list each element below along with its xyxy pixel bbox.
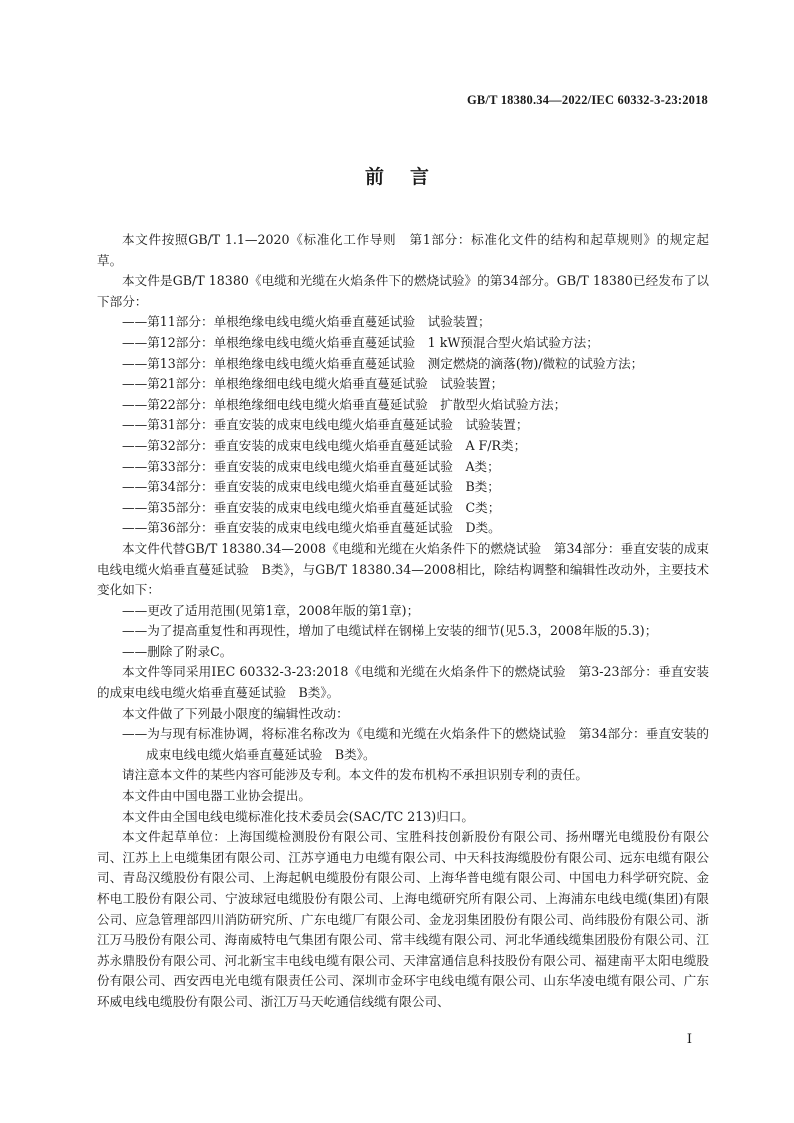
page-title: 前言 [364, 166, 455, 188]
paragraph-editorial: 本文件做了下列最小限度的编辑性改动： [122, 705, 349, 721]
paragraph-equivalence: 本文件等同采用IEC 60332-3-23:2018《电缆和光缆在火焰条件下的燃烧试验 第3-23部分：垂直安装的成束电线电缆火焰垂直蔓延试验 B类》。 [97, 664, 709, 701]
paragraph-proposer: 本文件由中国电器工业协会提出。 [122, 788, 311, 804]
list-item: ——第31部分：垂直安装的成束电线电缆火焰垂直蔓延试验 试验装置； [122, 417, 529, 433]
paragraph-replacement: 本文件代替GB/T 18380.34—2008《电缆和光缆在火焰条件下的燃烧试验 第34部分：垂直安装的成束电线电缆火焰垂直蔓延试验 B类》，与GB/T 18380.34—2008相比，除结构调整和编辑性改动外，主要技术变化如下： [97, 540, 709, 598]
list-item: ——第13部分：单根绝缘电线电缆火焰垂直蔓延试验 测定燃烧的滴落(物)/微粒的试验方法； [122, 355, 644, 371]
document-header: GB/T 18380.34—2022/IEC 60332-3-23:2018 [466, 93, 708, 107]
list-item: ——第21部分：单根绝缘细电线电缆火焰垂直蔓延试验 试验装置； [122, 376, 504, 392]
list-item: ——为与现有标准协调，将标准名称改为《电缆和光缆在火焰条件下的燃烧试验 第34部分：垂直安装的成束电线电缆火焰垂直蔓延试验 B类》。 [122, 726, 709, 762]
list-item: ——第35部分：垂直安装的成束电线电缆火焰垂直蔓延试验 C类； [122, 499, 501, 515]
list-item: ——删除了附录C。 [122, 643, 233, 659]
changes-list [97, 601, 709, 663]
paragraph-series-info: 本文件是GB/T 18380《电缆和光缆在火焰条件下的燃烧试验》的第34部分。GB/T 18380已经发布了以下部分： [97, 273, 709, 309]
page-number: I [686, 1032, 692, 1047]
list-item: ——第11部分：单根绝缘电线电缆火焰垂直蔓延试验 试验装置； [122, 314, 491, 330]
list-item: ——第12部分：单根绝缘电线电缆火焰垂直蔓延试验 1 kW预混合型火焰试验方法； [122, 334, 599, 350]
list-item: ——第22部分：单根绝缘细电线电缆火焰垂直蔓延试验 扩散型火焰试验方法； [122, 396, 567, 412]
list-item: ——第32部分：垂直安装的成束电线电缆火焰垂直蔓延试验 A F/R类； [122, 437, 527, 453]
paragraph-drafting-rules: 本文件按照GB/T 1.1—2020《标准化工作导则 第1部分：标准化文件的结构和起草规则》的规定起草。 [97, 232, 709, 268]
list-item: ——更改了适用范围(见第1章，2008年版的第1章)； [122, 602, 420, 618]
paragraph-committee: 本文件由全国电线电缆标准化技术委员会(SAC/TC 213)归口。 [122, 808, 474, 824]
paragraph-drafting-units: 本文件起草单位：上海国缆检测股份有限公司、宝胜科技创新股份有限公司、扬州曙光电缆股份有限公司、江苏上上电缆集团有限公司、江苏亨通电力电缆有限公司、中天科技海缆股份有限公司、远东电缆有限公司、青岛汉缆股份有限公司、上海起帆电缆股份有限公司、上海华普电缆有限公司、中国电力科学研究院、金杯电工股份有限公司、宁波球冠电缆股份有限公司、上海电缆研究所有限公司、上海浦东电线电缆(集团)有限公司、应急管理部四川消防研究所、广东电缆厂有限公司、金龙羽集团股份有限公司、尚纬股份有限公司、浙江万马股份有限公司、海南威特电气集团有限公司、常丰线缆有限公司、河北华通线缆集团股份有限公司、江苏永鼎股份有限公司、河北新宝丰电线电缆有限公司、天津富通信息科技股份有限公司、福建南平太阳电缆股份有限公司、西安西电光电缆有限责任公司、深圳市金环宇电线电缆有限公司、山东华凌电缆有限公司、广东环威电线电缆股份有限公司、浙江万马天屹通信线缆有限公司、 [97, 829, 709, 1009]
list-item: ——第34部分：垂直安装的成束电线电缆火焰垂直蔓延试验 B类； [122, 479, 500, 495]
paragraph-patent-notice: 请注意本文件的某些内容可能涉及专利。本文件的发布机构不承担识别专利的责任。 [122, 767, 588, 783]
parts-list [97, 312, 709, 539]
list-item: ——第36部分：垂直安装的成束电线电缆火焰垂直蔓延试验 D类。 [122, 520, 501, 536]
list-item: ——为了提高重复性和再现性，增加了电缆试样在钢梯上安装的细节(见5.3，2008年版的5.3)； [122, 623, 658, 639]
document-body [97, 230, 709, 1013]
list-item: ——第33部分：垂直安装的成束电线电缆火焰垂直蔓延试验 A类； [122, 458, 500, 474]
